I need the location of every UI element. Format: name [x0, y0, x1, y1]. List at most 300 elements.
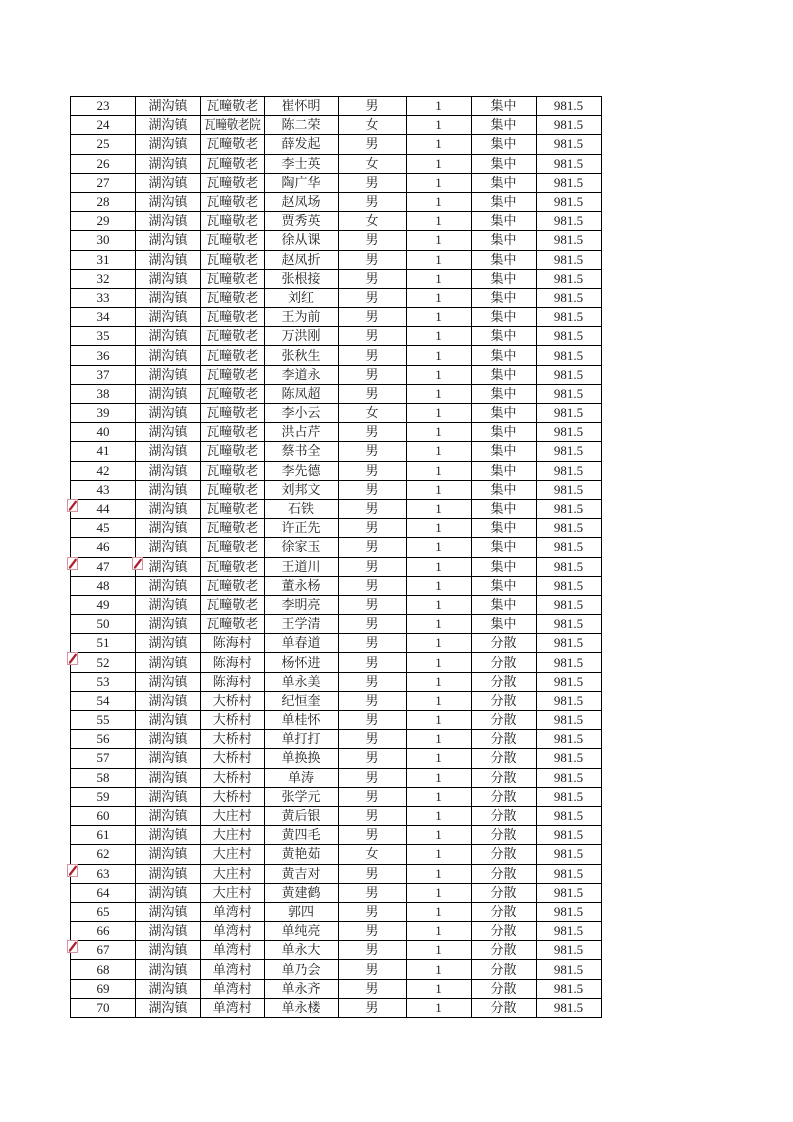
cell-mode — [471, 883, 536, 902]
cell-amount — [536, 116, 601, 135]
cell-town — [136, 691, 201, 710]
cell-text: 38 — [96, 385, 110, 401]
cell-text: 1 — [435, 712, 442, 728]
cell-text: 瓦疃敬老 — [206, 558, 259, 574]
cell-num — [71, 384, 136, 403]
cell-count — [406, 941, 471, 960]
cell-town — [136, 749, 201, 768]
cell-text: 67 — [96, 942, 110, 958]
cell-gender — [338, 883, 406, 902]
table-row — [71, 442, 602, 461]
cell-mode — [471, 749, 536, 768]
cell-text: 贾秀英 — [281, 213, 321, 229]
cell-gender — [338, 404, 406, 423]
cell-text: 981.5 — [553, 462, 584, 478]
cell-text: 1 — [435, 117, 442, 133]
cell-text: 男 — [365, 577, 379, 593]
cell-count — [406, 288, 471, 307]
cell-text: 女 — [365, 846, 379, 862]
cell-text: 47 — [96, 558, 110, 574]
cell-text: 981.5 — [553, 136, 584, 152]
cell-mode — [471, 902, 536, 921]
cell-mode — [471, 346, 536, 365]
cell-text: 集中 — [490, 616, 517, 632]
cell-text: 湖沟镇 — [148, 366, 188, 382]
cell-name — [264, 404, 338, 423]
cell-text: 981.5 — [553, 213, 584, 229]
cell-text: 1 — [435, 328, 442, 344]
cell-text: 男 — [365, 884, 379, 900]
cell-num — [71, 173, 136, 192]
cell-text: 单打打 — [281, 731, 321, 747]
cell-count — [406, 231, 471, 250]
cell-text: 刘红 — [288, 289, 315, 305]
cell-mode — [471, 557, 536, 576]
cell-text: 单纯亮 — [281, 923, 321, 939]
cell-text: 单永美 — [281, 673, 321, 689]
cell-gender — [338, 231, 406, 250]
cell-name — [264, 97, 338, 116]
cell-count — [406, 730, 471, 749]
cell-text: 纪恒奎 — [281, 692, 321, 708]
cell-num — [71, 979, 136, 998]
cell-text: 981.5 — [553, 692, 584, 708]
cell-gender — [338, 864, 406, 883]
cell-amount — [536, 499, 601, 518]
cell-village — [201, 442, 265, 461]
cell-text: 单湾村 — [212, 961, 252, 977]
cell-text: 湖沟镇 — [148, 731, 188, 747]
cell-village — [201, 960, 265, 979]
table-row — [71, 499, 602, 518]
cell-text: 男 — [365, 712, 379, 728]
cell-count — [406, 480, 471, 499]
cell-text: 集中 — [490, 539, 517, 555]
cell-town — [136, 634, 201, 653]
cell-text: 赵凤折 — [281, 251, 321, 267]
cell-gender — [338, 288, 406, 307]
cell-text: 1 — [435, 903, 442, 919]
cell-village — [201, 615, 265, 634]
cell-num — [71, 711, 136, 730]
cell-text: 62 — [96, 846, 110, 862]
beneficiary-table — [70, 96, 602, 1018]
cell-text: 徐家玉 — [281, 539, 321, 555]
cell-amount — [536, 327, 601, 346]
cell-text: 分散 — [490, 827, 517, 843]
cell-gender — [338, 615, 406, 634]
cell-count — [406, 538, 471, 557]
cell-text: 大庄村 — [212, 884, 252, 900]
cell-town — [136, 615, 201, 634]
cell-gender — [338, 902, 406, 921]
cell-text: 30 — [96, 232, 110, 248]
cell-text: 40 — [96, 424, 110, 440]
pencil-annotation-icon[interactable] — [67, 652, 78, 665]
cell-text: 981.5 — [553, 270, 584, 286]
cell-count — [406, 519, 471, 538]
cell-num — [71, 116, 136, 135]
cell-text: 分散 — [490, 750, 517, 766]
cell-text: 李明亮 — [281, 596, 321, 612]
cell-text: 66 — [96, 923, 110, 939]
cell-text: 981.5 — [553, 117, 584, 133]
cell-text: 男 — [365, 808, 379, 824]
cell-text: 981.5 — [553, 424, 584, 440]
cell-mode — [471, 423, 536, 442]
cell-gender — [338, 922, 406, 941]
cell-amount — [536, 941, 601, 960]
cell-village — [201, 250, 265, 269]
table-row — [71, 806, 602, 825]
cell-amount — [536, 691, 601, 710]
cell-name — [264, 576, 338, 595]
cell-village — [201, 883, 265, 902]
cell-amount — [536, 269, 601, 288]
cell-name — [264, 231, 338, 250]
cell-text: 男 — [365, 539, 379, 555]
cell-text: 大桥村 — [212, 788, 252, 804]
cell-text: 集中 — [490, 385, 517, 401]
cell-text: 1 — [435, 289, 442, 305]
cell-text: 湖沟镇 — [148, 865, 188, 881]
cell-gender — [338, 499, 406, 518]
cell-num — [71, 922, 136, 941]
cell-text: 单乃会 — [281, 961, 321, 977]
cell-num — [71, 538, 136, 557]
cell-village — [201, 346, 265, 365]
cell-text: 湖沟镇 — [148, 520, 188, 536]
cell-text: 男 — [365, 865, 379, 881]
cell-amount — [536, 231, 601, 250]
table-row — [71, 557, 602, 576]
cell-mode — [471, 730, 536, 749]
table-row — [71, 922, 602, 941]
cell-text: 集中 — [490, 462, 517, 478]
table-row — [71, 826, 602, 845]
cell-amount — [536, 192, 601, 211]
cell-gender — [338, 672, 406, 691]
cell-village — [201, 711, 265, 730]
cell-count — [406, 711, 471, 730]
cell-town — [136, 806, 201, 825]
cell-count — [406, 768, 471, 787]
cell-text: 李小云 — [281, 405, 321, 421]
cell-text: 39 — [96, 405, 110, 421]
pencil-annotation-icon[interactable] — [67, 864, 78, 877]
cell-text: 65 — [96, 903, 110, 919]
cell-text: 瓦疃敬老 — [206, 577, 259, 593]
cell-village — [201, 672, 265, 691]
cell-text: 男 — [365, 596, 379, 612]
cell-num — [71, 653, 136, 672]
cell-text: 分散 — [490, 846, 517, 862]
cell-amount — [536, 576, 601, 595]
cell-text: 1 — [435, 961, 442, 977]
cell-text: 男 — [365, 692, 379, 708]
cell-name — [264, 691, 338, 710]
cell-town — [136, 231, 201, 250]
cell-count — [406, 192, 471, 211]
cell-text: 981.5 — [553, 903, 584, 919]
cell-text: 男 — [365, 443, 379, 459]
pencil-annotation-icon[interactable] — [67, 499, 78, 512]
pencil-annotation-icon[interactable] — [132, 557, 143, 570]
cell-text: 分散 — [490, 712, 517, 728]
cell-gender — [338, 250, 406, 269]
cell-town — [136, 154, 201, 173]
cell-text: 瓦疃敬老 — [206, 289, 259, 305]
cell-text: 湖沟镇 — [148, 232, 188, 248]
cell-text: 981.5 — [553, 174, 584, 190]
table-row — [71, 787, 602, 806]
cell-mode — [471, 979, 536, 998]
table-row — [71, 845, 602, 864]
cell-text: 王道川 — [281, 558, 321, 574]
table-row — [71, 423, 602, 442]
cell-text: 湖沟镇 — [148, 827, 188, 843]
cell-text: 1 — [435, 788, 442, 804]
cell-amount — [536, 480, 601, 499]
cell-town — [136, 864, 201, 883]
cell-text: 1 — [435, 136, 442, 152]
cell-text: 集中 — [490, 405, 517, 421]
cell-count — [406, 787, 471, 806]
cell-text: 分散 — [490, 999, 517, 1015]
cell-count — [406, 461, 471, 480]
table-row — [71, 519, 602, 538]
table-row — [71, 998, 602, 1017]
cell-text: 男 — [365, 481, 379, 497]
table-row — [71, 365, 602, 384]
cell-text: 981.5 — [553, 481, 584, 497]
cell-text: 单永大 — [281, 942, 321, 958]
cell-text: 男 — [365, 731, 379, 747]
pencil-annotation-icon[interactable] — [67, 557, 78, 570]
cell-text: 集中 — [490, 289, 517, 305]
cell-text: 53 — [96, 673, 110, 689]
cell-text: 1 — [435, 692, 442, 708]
cell-text: 许正先 — [281, 520, 321, 536]
cell-text: 1 — [435, 520, 442, 536]
cell-text: 981.5 — [553, 712, 584, 728]
cell-text: 981.5 — [553, 673, 584, 689]
cell-amount — [536, 979, 601, 998]
cell-mode — [471, 787, 536, 806]
cell-amount — [536, 787, 601, 806]
cell-mode — [471, 384, 536, 403]
cell-text: 湖沟镇 — [148, 769, 188, 785]
table-row — [71, 979, 602, 998]
cell-gender — [338, 557, 406, 576]
cell-count — [406, 998, 471, 1017]
cell-town — [136, 922, 201, 941]
cell-text: 分散 — [490, 769, 517, 785]
cell-text: 石铁 — [288, 501, 315, 517]
cell-text: 男 — [365, 194, 379, 210]
cell-gender — [338, 538, 406, 557]
cell-text: 大庄村 — [212, 808, 252, 824]
cell-town — [136, 499, 201, 518]
cell-name — [264, 672, 338, 691]
cell-text: 男 — [365, 980, 379, 996]
cell-text: 981.5 — [553, 596, 584, 612]
cell-gender — [338, 327, 406, 346]
cell-text: 1 — [435, 174, 442, 190]
cell-text: 981.5 — [553, 328, 584, 344]
cell-text: 1 — [435, 999, 442, 1015]
cell-text: 23 — [96, 98, 110, 114]
cell-text: 981.5 — [553, 654, 584, 670]
cell-text: 瓦疃敬老院 — [204, 117, 261, 133]
cell-amount — [536, 442, 601, 461]
cell-text: 男 — [365, 923, 379, 939]
cell-village — [201, 423, 265, 442]
cell-text: 单湾村 — [212, 942, 252, 958]
cell-num — [71, 212, 136, 231]
cell-text: 湖沟镇 — [148, 596, 188, 612]
cell-text: 湖沟镇 — [148, 309, 188, 325]
cell-text: 1 — [435, 750, 442, 766]
cell-num — [71, 941, 136, 960]
cell-text: 湖沟镇 — [148, 136, 188, 152]
cell-text: 郭四 — [288, 903, 315, 919]
cell-text: 女 — [365, 117, 379, 133]
cell-text: 981.5 — [553, 289, 584, 305]
cell-text: 单春道 — [281, 635, 321, 651]
cell-text: 湖沟镇 — [148, 481, 188, 497]
cell-text: 981.5 — [553, 616, 584, 632]
cell-text: 56 — [96, 731, 110, 747]
cell-text: 大庄村 — [212, 865, 252, 881]
table-row — [71, 327, 602, 346]
cell-text: 1 — [435, 865, 442, 881]
cell-text: 瓦疃敬老 — [206, 616, 259, 632]
cell-mode — [471, 308, 536, 327]
cell-text: 瓦疃敬老 — [206, 501, 259, 517]
cell-village — [201, 595, 265, 614]
cell-text: 湖沟镇 — [148, 424, 188, 440]
cell-text: 湖沟镇 — [148, 654, 188, 670]
cell-mode — [471, 212, 536, 231]
table-row — [71, 384, 602, 403]
cell-text: 分散 — [490, 673, 517, 689]
cell-text: 981.5 — [553, 769, 584, 785]
cell-text: 女 — [365, 405, 379, 421]
cell-text: 王学清 — [281, 616, 321, 632]
cell-text: 981.5 — [553, 309, 584, 325]
cell-mode — [471, 941, 536, 960]
cell-text: 1 — [435, 808, 442, 824]
cell-text: 981.5 — [553, 443, 584, 459]
cell-count — [406, 327, 471, 346]
cell-text: 49 — [96, 596, 110, 612]
cell-village — [201, 826, 265, 845]
pencil-annotation-icon[interactable] — [67, 940, 78, 953]
cell-text: 单涛 — [288, 769, 315, 785]
cell-num — [71, 404, 136, 423]
cell-text: 男 — [365, 750, 379, 766]
table-row — [71, 308, 602, 327]
cell-town — [136, 365, 201, 384]
cell-text: 1 — [435, 366, 442, 382]
cell-text: 55 — [96, 712, 110, 728]
cell-text: 徐从课 — [281, 232, 321, 248]
cell-town — [136, 97, 201, 116]
cell-text: 湖沟镇 — [148, 405, 188, 421]
cell-num — [71, 672, 136, 691]
table-row — [71, 576, 602, 595]
cell-text: 25 — [96, 136, 110, 152]
cell-gender — [338, 116, 406, 135]
cell-text: 集中 — [490, 328, 517, 344]
cell-text: 瓦疃敬老 — [206, 481, 259, 497]
cell-village — [201, 327, 265, 346]
cell-town — [136, 269, 201, 288]
cell-count — [406, 691, 471, 710]
cell-amount — [536, 749, 601, 768]
cell-village — [201, 212, 265, 231]
cell-text: 50 — [96, 616, 110, 632]
table-row — [71, 672, 602, 691]
cell-gender — [338, 634, 406, 653]
cell-text: 分散 — [490, 788, 517, 804]
cell-text: 981.5 — [553, 865, 584, 881]
cell-gender — [338, 806, 406, 825]
cell-text: 分散 — [490, 654, 517, 670]
cell-name — [264, 135, 338, 154]
cell-text: 瓦疃敬老 — [206, 596, 259, 612]
cell-num — [71, 845, 136, 864]
cell-text: 27 — [96, 174, 110, 190]
cell-text: 男 — [365, 558, 379, 574]
table-row — [71, 154, 602, 173]
cell-count — [406, 384, 471, 403]
cell-text: 集中 — [490, 251, 517, 267]
cell-name — [264, 519, 338, 538]
cell-village — [201, 730, 265, 749]
cell-town — [136, 461, 201, 480]
cell-mode — [471, 116, 536, 135]
cell-gender — [338, 711, 406, 730]
cell-village — [201, 806, 265, 825]
cell-text: 湖沟镇 — [148, 385, 188, 401]
cell-text: 分散 — [490, 635, 517, 651]
cell-text: 集中 — [490, 117, 517, 133]
cell-text: 男 — [365, 98, 379, 114]
table-row — [71, 346, 602, 365]
cell-text: 981.5 — [553, 366, 584, 382]
cell-count — [406, 250, 471, 269]
cell-text: 981.5 — [553, 846, 584, 862]
cell-text: 大桥村 — [212, 731, 252, 747]
cell-mode — [471, 250, 536, 269]
cell-text: 单湾村 — [212, 980, 252, 996]
cell-gender — [338, 576, 406, 595]
cell-text: 集中 — [490, 174, 517, 190]
table-row — [71, 231, 602, 250]
cell-town — [136, 116, 201, 135]
cell-text: 64 — [96, 884, 110, 900]
cell-text: 集中 — [490, 424, 517, 440]
cell-text: 1 — [435, 846, 442, 862]
cell-text: 981.5 — [553, 980, 584, 996]
cell-town — [136, 538, 201, 557]
cell-text: 1 — [435, 232, 442, 248]
cell-num — [71, 557, 136, 576]
cell-text: 69 — [96, 980, 110, 996]
cell-text: 集中 — [490, 194, 517, 210]
